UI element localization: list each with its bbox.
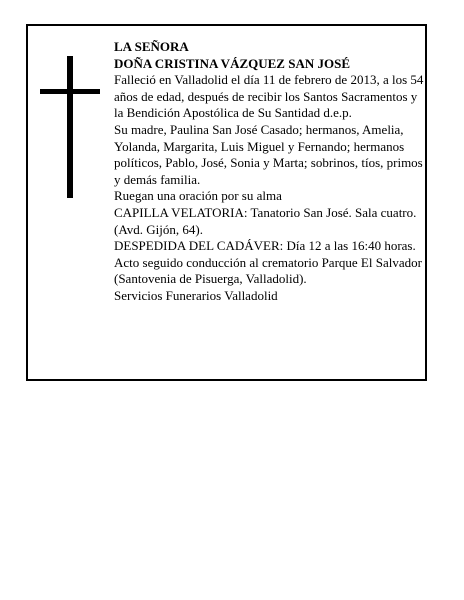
family-list: Su madre, Paulina San José Casado; hermanos, Amelia, Yolanda, Margarita, Luis Miguel y Fernando; hermanos políticos, Pablo, José, Sonia y Marta; sobrinos, tíos, primos y demás familia. [114, 121, 423, 187]
heading-title: LA SEÑORA [114, 39, 189, 54]
prayer-request: Ruegan una oración por su alma [114, 188, 282, 204]
notice-text [114, 39, 426, 305]
cross-icon [40, 56, 100, 198]
farewell-info: DESPEDIDA DEL CADÁVER: Día 12 a las 16:40 horas. Acto seguido conducción al crematorio Parque El Salvador (Santovenia de Pisuerga, Valladolid). [114, 238, 422, 287]
cross-horizontal-bar [40, 89, 100, 94]
funeral-services: Servicios Funerarios Valladolid [114, 287, 278, 303]
death-announcement: Falleció en Valladolid el día 11 de febrero de 2013, a los 54 años de edad, después de recibir los Santos Sacramentos y la Bendición Apostólica de Su Santidad d.e.p. [114, 72, 424, 121]
cross-vertical-bar [67, 56, 73, 198]
chapel-info: CAPILLA VELATORIA: Tanatorio San José. Sala cuatro. (Avd. Gijón, 64). [114, 204, 417, 237]
obituary-notice [26, 24, 427, 381]
deceased-name: DOÑA CRISTINA VÁZQUEZ SAN JOSÉ [114, 55, 350, 71]
